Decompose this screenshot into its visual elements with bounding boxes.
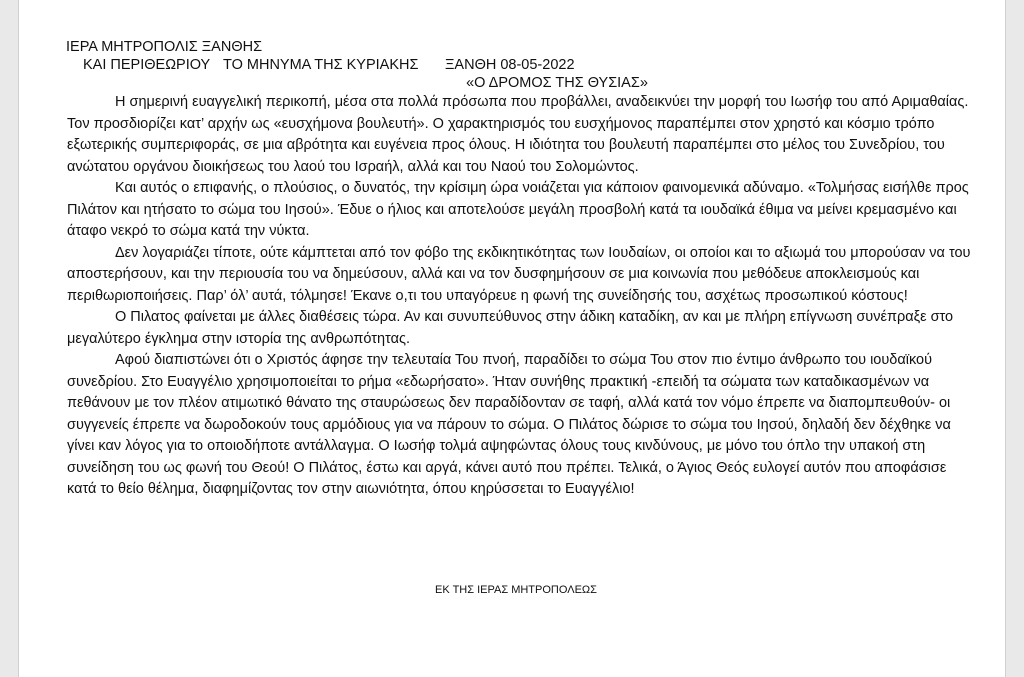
header-message-label: ΤΟ ΜΗΝΥΜΑ ΤΗΣ ΚΥΡΙΑΚΗΣ [223,57,419,73]
paragraph: Δεν λογαριάζει τίποτε, ούτε κάμπτεται από τον φόβο της εκδικητικότητας των Ιουδαίων, οι οποίοι και το αξιωμά του μπορούσαν να του αποστερήσουν, και την περιουσία του να δημεύσουν, αλλά και να τον δυσφημήσουν σε μια κοινωνία που μεθόδευε αποκλεισμούς και περιθωριοποιήσεις. Παρ’ όλ’ αυτά, τόλμησε! Έκανε ο,τι του υπαγόρευε η φωνή της συνείδησής του, ασχέτως προσωπικού κόστους! [67,244,971,304]
document-page [18,0,1006,677]
header-line2 [83,56,575,74]
header-place-date: ΞΑΝΘΗ 08-05-2022 [445,57,575,73]
paragraph: Η σημερινή ευαγγελική περικοπή, μέσα στα πολλά πρόσωπα που προβάλλει, αναδεικνύει την μορφή του Ιωσήφ του από Αριμαθαίας. Τον προσδιορίζει κατ’ αρχήν ως «ευσχήμονα βουλευτή». Ο χαρακτηρισμός του ευσχήμονος παραπέμπει στον χρηστό και κόσμιο τρόπο εξωτερικής συμπεριφοράς, σε μια αβρότητα και ευγένεια προς όλους. Η ιδιότητα του βουλευτή παραπέμπει στο μέλος του Συνεδρίου, του ανώτατου οργάνου διοικήσεως του λαού του Ισραήλ, αλλά και του Ναού του Σολομώντος. [67,94,969,175]
header-diocese-line1: ΙΕΡΑ ΜΗΤΡΟΠΟΛΙΣ ΞΑΝΘΗΣ [66,39,263,55]
footer-signature: ΕΚ ΤΗΣ ΙΕΡΑΣ ΜΗΤΡΟΠΟΛΕΩΣ [435,584,597,596]
document-title: «Ο ΔΡΟΜΟΣ ΤΗΣ ΘΥΣΙΑΣ» [466,75,648,91]
paragraph: Ο Πιλατος φαίνεται με άλλες διαθέσεις τώρα. Αν και συνυπεύθυνος στην άδικη καταδίκη, αν και με πλήρη επίγνωση συνέπραξε στο μεγαλύτερο έγκλημα στην ιστορία της ανθρωπότητας. [67,309,954,347]
header-diocese-line2: ΚΑΙ ΠΕΡΙΘΕΩΡΙΟΥ [83,57,211,73]
paragraph: Και αυτός ο επιφανής, ο πλούσιος, ο δυνατός, την κρίσιμη ώρα νοιάζεται για κάποιον φαινομενικά αδύναμο. «Τολμήσας εισήλθε προς Πιλάτον και ητήσατο το σώμα του Ιησού». Έδυε ο ήλιος και αποτελούσε μεγάλη προσβολή κατά τα ιουδαϊκά έθιμα να μείνει κρεμασμένο και άταφο νεκρό το σώμα κατά την νύκτα. [67,180,969,239]
document-body [67,92,971,501]
paragraph: Αφού διαπιστώνει ότι ο Χριστός άφησε την τελευταία Του πνοή, παραδίδει το σώμα Του στον πιο έντιμο άνθρωπο του ιουδαϊκού συνεδρίου. Στο Ευαγγέλιο χρησιμοποιείται το ρήμα «εδωρήσατο». Ήταν συνήθης πρακτική -επειδή τα σώματα των καταδικασμένων να πεθάνουν με τον πλέον ατιμωτικό θάνατο της σταυρώσεως δεν παραδίδονταν σε ταφή, αλλά κατά τον νόμο έπρεπε να διαπομπευθούν- οι συγγενείς έπρεπε να δωροδοκούν τους αρμόδιους για να πάρουν το σώμα. Ο Πιλάτος δώρισε το σώμα του Ιησού, δηλαδή δεν δέχθηκε να γίνει καν λόγος για το οποιοδήποτε αντάλλαγμα. Ο Ιωσήφ τολμά αψηφώντας όλους τους κινδύνους, με μόνο του όπλο την υπακοή στη συνείδηση του ως φωνή του Θεού! Ο Πιλάτος, έστω και αργά, κάνει αυτό που πρέπει. Τελικά, ο Άγιος Θεός ευλογεί αυτόν που αποφάσισε κατά το θείο θέλημα, διαφημίζοντας τον στην αιωνιότητα, όπου κηρύσσεται το Ευαγγέλιο! [67,352,951,497]
